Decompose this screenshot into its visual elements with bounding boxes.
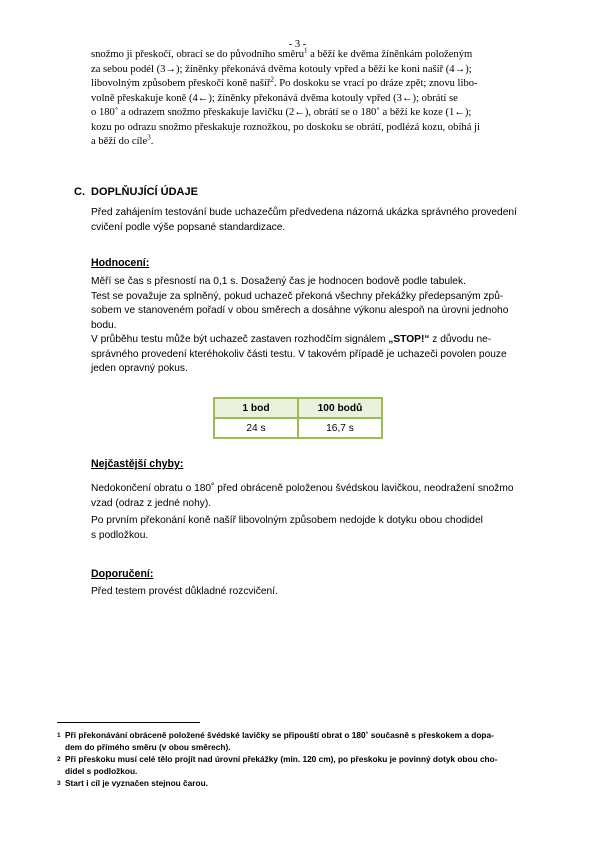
hodnoceni-line: sobem ve stanoveném pořadí v obou směrech a dosáhne výkonu alespoň na úrovni jednoho	[91, 305, 509, 316]
chyby-line: s podložkou.	[91, 529, 149, 541]
hodnoceni-line: správného provedení kteréhokoliv části testu. V takovém případě je uchazeči povolen pouze	[91, 348, 507, 360]
hodnoceni-heading: Hodnocení:	[91, 257, 150, 269]
chyby-heading: Nejčastější chyby:	[91, 458, 184, 470]
intro-text: snožmo ji přeskočí, obrací se do původního směru	[91, 49, 305, 60]
score-table	[213, 397, 383, 439]
section-letter: C.	[74, 186, 85, 198]
chyby-line: Nedokončení obratu o 180˚ před obráceně položenou švédskou lavičkou, neodražení snožmo	[91, 483, 514, 494]
intro-text: kozu po odrazu snožmo přeskakuje roznožkou, po doskoku se obrátí, podlézá kozu, obíhá ji	[91, 121, 480, 133]
footnote	[57, 754, 537, 777]
intro-text: za sebou podél (3→); žíněnky překonává dvěma kotouly vpřed a běží ke koni našíř (4→);	[91, 63, 472, 75]
intro-text: o 180˚ a odrazem snožmo přeskakuje lavičku (2←), obrátí se o 180˚ a běží ke koze (1←);	[91, 107, 472, 118]
footnote-number: 1	[57, 732, 61, 739]
doporuceni-line: Před testem provést důkladné rozcvičení.	[91, 586, 278, 597]
chyby-line: vzad (odraz z jedné nohy).	[91, 497, 212, 509]
footnote-ref[interactable]: 3	[147, 133, 151, 142]
score-table-header: 1 bod	[214, 398, 298, 418]
score-table-row	[214, 418, 382, 438]
section-title: DOPLŇUJÍCÍ ÚDAJE	[91, 186, 198, 198]
footnote	[57, 730, 537, 753]
intro-text: volně přeskakuje koně (4←); žíněnky překonává dvěma kotouly vpřed (3←); obrátí se	[91, 92, 458, 104]
section-c-line: Před zahájením testování bude uchazečům předvedena názorná ukázka správného provedení	[91, 207, 517, 218]
footnote-text: Při překonávání obráceně položené švédské lavičky se připouští obrat o 180˚ současně s přeskokem a dopa-	[65, 730, 494, 740]
footnote-separator	[57, 722, 200, 723]
footnote-text: Při přeskoku musí celé tělo projít nad úrovní překážky (min. 120 cm), po přeskoku je povinný dotyk obou cho-	[65, 754, 498, 764]
footnote-text: dem do přímého směru (v obou směrech).	[65, 741, 231, 752]
page-number: - 3 -	[288, 39, 307, 50]
hodnoceni-line: jeden opravný pokus.	[91, 363, 188, 374]
hodnoceni-text	[91, 275, 541, 377]
score-table-cell: 24 s	[214, 418, 298, 438]
hodnoceni-line: Test se považuje za splněný, pokud uchazeč překoná všechny překážky předepsaným způ-	[91, 290, 504, 302]
footnote-number: 2	[57, 756, 61, 763]
footnote	[57, 778, 537, 790]
footnotes	[57, 730, 537, 791]
score-table-cell: 16,7 s	[298, 418, 382, 438]
section-c-text	[91, 206, 541, 235]
stop-signal: „STOP!“	[388, 334, 430, 345]
intro-text: . Po doskoku se vrací po dráze zpět; znovu libo-	[273, 78, 478, 89]
score-table-header-row	[214, 398, 382, 418]
chyby-line: Po prvním překonání koně našíř libovolným způsobem nedojde k dotyku obou chodidel	[91, 515, 483, 526]
footnote-text: Start i cíl je vyznačen stejnou čarou.	[65, 778, 208, 788]
hodnoceni-text-span: V průběhu testu může být uchazeč zastaven rozhodčím signálem	[91, 334, 389, 345]
doporuceni-heading: Doporučení:	[91, 568, 154, 580]
doporuceni-text	[91, 585, 541, 600]
chyby-text	[91, 482, 541, 543]
hodnoceni-line: Měří se čas s přesností na 0,1 s. Dosažený čas je hodnocen bodově podle tabulek.	[91, 276, 466, 287]
hodnoceni-line: bodu.	[91, 319, 117, 331]
footnote-text: didel s podložkou.	[65, 765, 138, 776]
intro-paragraph	[91, 48, 541, 150]
intro-text: .	[150, 136, 154, 147]
intro-text: libovolným způsobem přeskočí koně našíř	[91, 78, 271, 89]
section-c-heading	[74, 186, 198, 198]
footnote-ref[interactable]: 1	[304, 46, 308, 55]
footnote-number: 3	[57, 780, 61, 787]
intro-text: a běží do cíle	[91, 136, 148, 147]
intro-text: a běží ke dvěma žíněnkám položeným	[307, 49, 473, 60]
hodnoceni-text-span: z důvodu ne-	[429, 334, 492, 345]
score-table-header: 100 bodů	[298, 398, 382, 418]
footnote-ref[interactable]: 2	[270, 75, 274, 84]
section-c-line: cvičení podle výše popsané standardizace.	[91, 221, 286, 233]
